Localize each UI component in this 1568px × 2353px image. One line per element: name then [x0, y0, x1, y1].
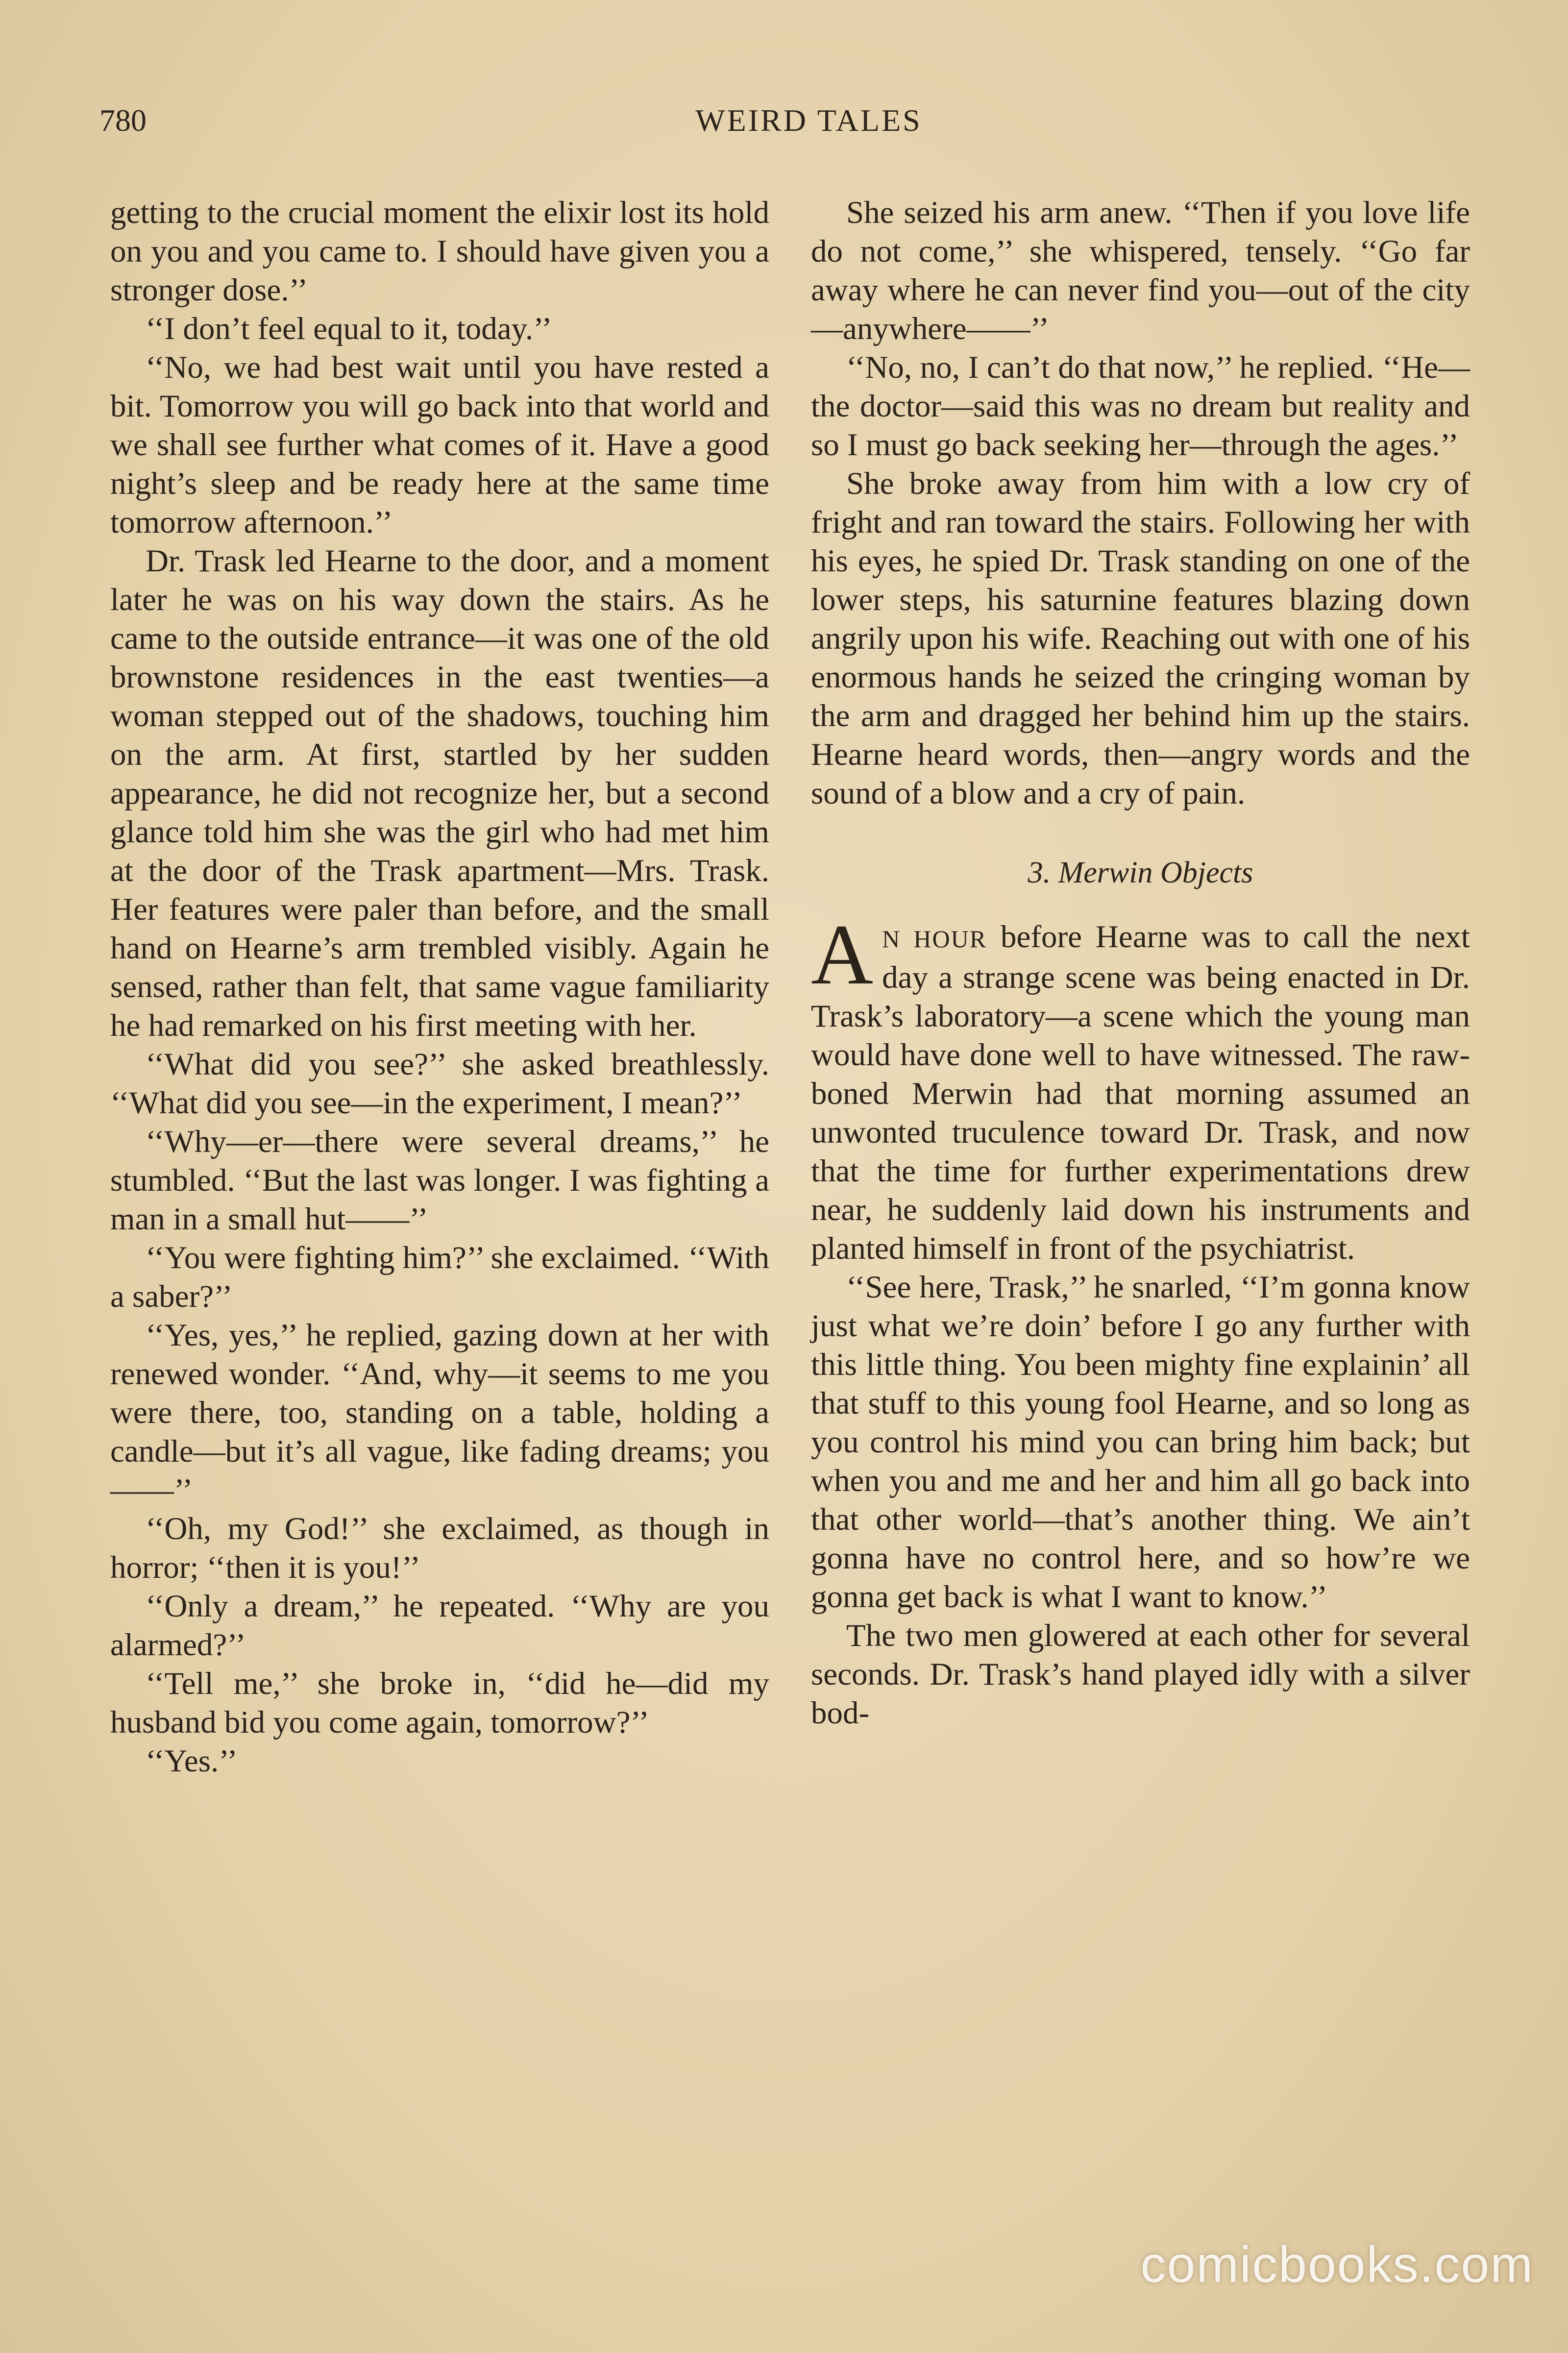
- paragraph: ‘‘Yes.’’: [146, 1743, 238, 1779]
- paragraph: ‘‘Why—er—there were several dreams,’’ he stumbled. ‘‘But the last was longer. I was fighting a man in a small hut——’’: [110, 1124, 769, 1237]
- paragraph: ‘‘I don’t feel equal to it, today.’’: [146, 311, 552, 346]
- paragraph-text: before Hearne was to call the next day a strange scene was being enacted in Dr. Trask’s laboratory—a scene which the young man would have done well to have witnessed. The raw-boned Merwin had that morning assumed an unwonted truculence toward Dr. Trask, and now that the time for further experimentations drew near, he suddenly laid down his instruments and planted himself in front of the psychiatrist.: [811, 919, 1470, 1266]
- paragraph: ‘‘Only a dream,’’ he repeated. ‘‘Why are you alarmed?’’: [110, 1589, 769, 1663]
- drop-cap: A: [811, 907, 874, 1003]
- paragraph: ‘‘No, no, I can’t do that now,’’ he replied. ‘‘He—the doctor—said this was no dream but reality and so I must go back seeking her—through the ages.’’: [811, 350, 1470, 463]
- paragraph: ‘‘Yes, yes,’’ he replied, gazing down at her with renewed wonder. ‘‘And, why—it seems to me you were there, too, standing on a table, holding a candle—but it’s all vague, like fading dreams; you——’’: [110, 1318, 769, 1508]
- paragraph: ‘‘See here, Trask,’’ he snarled, ‘‘I’m gonna know just what we’re doin’ before I go any further with this little thing. You been mighty fine explainin’ all that stuff to this young fool Hearne, and so long as you control his mind you can bring him back; but when you and me and her and him all go back into that other world—that’s another thing. We ain’t gonna have no control here, and so how’re we gonna get back is what I want to know.’’: [811, 1270, 1470, 1615]
- left-column: [110, 194, 769, 1781]
- page-number: 780: [99, 103, 147, 138]
- right-column: [811, 194, 1470, 1733]
- paragraph: getting to the crucial moment the elixir lost its hold on you and you came to. I should have given you a stronger dose.’’: [110, 195, 769, 308]
- watermark: comicbooks.com: [1140, 2236, 1534, 2293]
- paragraph: She broke away from him with a low cry of fright and ran toward the stairs. Following her with his eyes, he spied Dr. Trask standing on one of the lower steps, his saturnine features blazing down angrily upon his wife. Reaching out with one of his enormous hands he seized the cringing woman by the arm and dragged her behind him up the stairs. Hearne heard words, then—angry words and the sound of a blow and a cry of pain.: [811, 466, 1470, 811]
- paragraph: ‘‘No, we had best wait until you have rested a bit. Tomorrow you will go back into that world and we shall see further what comes of it. Have a good night’s sleep and be ready here at the same time tomorrow afternoon.’’: [110, 350, 769, 540]
- paragraph: She seized his arm anew. ‘‘Then if you love life do not come,’’ she whispered, tensely. ‘‘Go far away where he can never find you—out of the city—anywhere——’’: [811, 195, 1470, 346]
- paragraph: ‘‘What did you see?’’ she asked breathlessly. ‘‘What did you see—in the experiment, I mean?’’: [110, 1047, 769, 1121]
- page-header: [99, 101, 1459, 140]
- paragraph: ‘‘Tell me,’’ she broke in, ‘‘did he—did my husband bid you come again, tomorrow?’’: [110, 1666, 769, 1740]
- small-caps-lead: N HOUR: [882, 925, 987, 953]
- paragraph: ‘‘Oh, my God!’’ she exclaimed, as though in horror; ‘‘then it is you!’’: [110, 1511, 769, 1585]
- section-heading: 3. Merwin Objects: [1028, 856, 1253, 889]
- dropcap-paragraph: [811, 907, 1470, 1268]
- paragraph: Dr. Trask led Hearne to the door, and a moment later he was on his way down the stairs. As he came to the outside entrance—it was one of the old brownstone residences in the east twenties—a woman stepped out of the shadows, touching him on the arm. At first, startled by her sudden appearance, he did not recognize her, but a second glance told him she was the girl who had met him at the door of the Trask apartment—Mrs. Trask. Her features were paler than before, and the small hand on Hearne’s arm trembled visibly. Again he sensed, rather than felt, that same vague familiarity he had remarked on his first meeting with her.: [110, 543, 769, 1043]
- running-head: WEIRD TALES: [695, 103, 922, 138]
- paragraph: The two men glowered at each other for several seconds. Dr. Trask’s hand played idly with a silver bod-: [811, 1618, 1470, 1731]
- paragraph: ‘‘You were fighting him?’’ she exclaimed. ‘‘With a saber?’’: [110, 1240, 769, 1314]
